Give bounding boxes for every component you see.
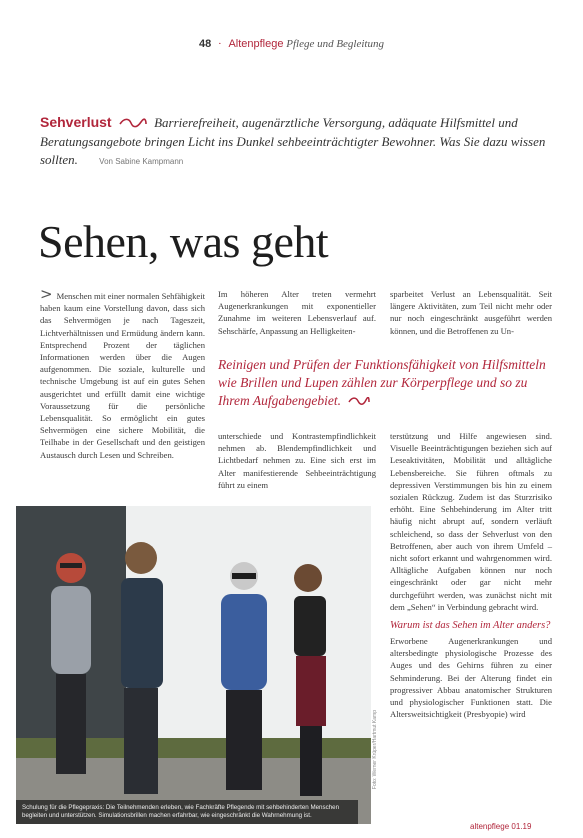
author-line: Von Sabine Kampmann: [99, 157, 184, 167]
article-intro: [40, 113, 560, 171]
column-3-bottom: [390, 430, 552, 720]
photo-caption: Schulung für die Pflegepraxis: Die Teilnehmenden erleben, wie Fachkräfte Pflegende mit sehbehinderten Menschen begleiten und unterstützen. Simulationsbrillen machen erfahrbar, wie eingeschränkt die Wahrnehmung ist.: [16, 800, 358, 824]
subheading: Warum ist das Sehen im Alter anders?: [390, 620, 551, 632]
page-number: 48: [199, 38, 212, 50]
article-photo: [16, 506, 371, 824]
column-3-top-text: sparbeitet Verlust an Lebensqualität. Seit längere Aktivitäten, zum Teil nicht mehr oder nur noch eingeschränkt ausgeführt werden können, und die Betroffenen zu Un-: [390, 289, 552, 336]
pull-quote: [218, 356, 558, 411]
pull-quote-swirl-icon: [348, 393, 370, 411]
column-2-top-text: Im höheren Alter treten vermehrt Augenerkrankungen mit exponentieller Zunahme im weiteren Lebensverlauf auf. Sehschärfe, Anpassung an Helligkeiten-: [218, 289, 376, 336]
column-2-top: [218, 288, 376, 337]
article-title: Sehen, was geht: [38, 216, 329, 267]
kicker: Sehverlust: [40, 114, 112, 130]
subsection-name: Pflege und Begleitung: [286, 38, 384, 50]
column-2-bottom-text: unterschiede und Kontrastempfindlichkeit nehmen ab. Blendempfindlichkeit und Lichtbedarf nehmen zu. Eine sich erst im Alter manifestierende Sehbeeinträchtigung führt zu einem: [218, 431, 376, 490]
swirl-ornament-icon: [119, 115, 147, 133]
column-3-bottom-text: terstützung und Hilfe angewiesen sind. Visuelle Beeinträchtigungen beziehen sich auf Leseaktivitäten, Mobilität und alltägliche Lebensbereiche. Sie führen oftmals zu depressiven Verstimmungen bis hin zu einem sozialen Rückzug. Zudem ist das Sturzrisiko erhöht. Eine Sehbehinderung im Alter tritt häufig nicht abrupt auf, sondern verläuft schleichend, so dass der Sehverlust von den Betroffenen, aber auch von ihrem Umfeld – nicht sofort erkannt und wahrgenommen wird. Alltägliche Aufgaben können nur noch eingeschränkt oder gar nicht mehr durchgeführt werden, was zunächst nicht mit dem „Sehen“ in Verbindung gebracht wird.: [390, 431, 552, 612]
intro-text: Barrierefreiheit, augenärztliche Versorgung, adäquate Hilfsmittel und Beratungsangebote bringen Licht ins Dunkel sehbeeinträchtigter Bewohner. Was Sie dazu wissen sollten.: [40, 115, 546, 168]
column-3-top: [390, 288, 552, 337]
running-header: [0, 38, 583, 50]
column-1-text: Menschen mit einer normalen Sehfähigkeit haben kaum eine Vorstellung davon, dass sich das Sehvermögen je nach Tageszeit, Lichtverhältnissen und Ermüdung ändern kann. Entsprechend Prozent der täglichen Informationen werden über die Augen aufgenommen. Die soziale, kulturelle und technische Umgebung ist auf ein gutes Sehen ausgerichtet und erfüllt damit eine wichtige Voraussetzung für die persönliche Lebensqualität. So ermöglicht ein gutes Sehvermögen eine sichere Mobilität, die Teilhabe in der Gesellschaft und den geistigen Austausch durch Lesen und Schreiben.: [40, 291, 206, 460]
photo-credit: Foto: Werner Krüper/Hartmut Kamp: [372, 710, 378, 790]
lead-arrow-icon: >: [40, 285, 53, 303]
photo-illustration: [16, 506, 371, 824]
section-name: Altenpflege: [228, 38, 284, 50]
page-footer: altenpflege 01.19: [470, 822, 532, 831]
column-3-bottom-text-2: Erworbene Augenerkrankungen und altersbedingte physiologische Prozesse des Auges und des Gehirns führen zu einer Sehminderung. Bei der Alterung findet ein progressiver Abbau anatomischer Strukturen und physiologischer Funktionen statt. Die Altersweitsichtigkeit (Presbyopie) wird: [390, 636, 552, 720]
header-separator: ·: [218, 38, 222, 50]
column-1: [40, 285, 206, 461]
column-2-bottom: [218, 430, 376, 491]
pull-quote-text: Reinigen und Prüfen der Funktionsfähigkeit von Hilfsmitteln wie Brillen und Lupen zählen zur Körperpflege und so zu Ihrem Aufgabengebiet.: [218, 357, 546, 408]
